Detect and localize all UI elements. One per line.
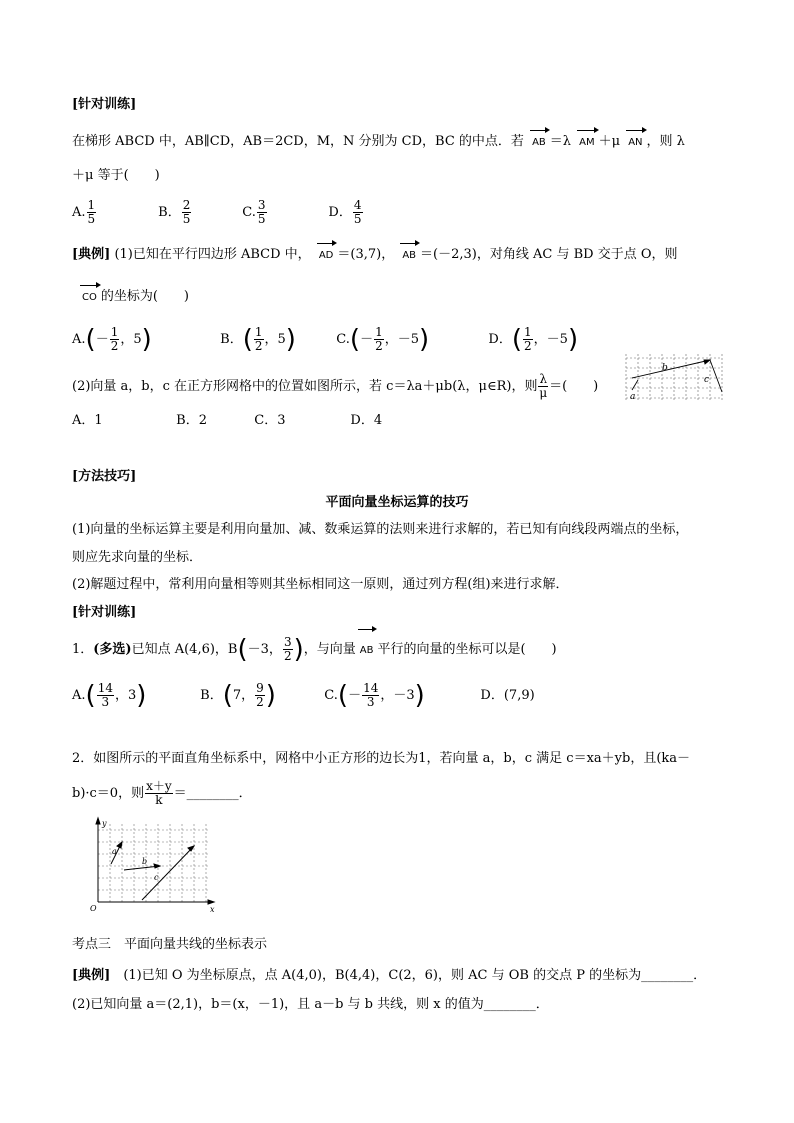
q-text: (2)向量 a，b，c 在正方形网格中的位置如图所示，若 c＝λa＋μb(λ，μ∈R)，则	[72, 379, 538, 394]
option-d: D．( $\frac{1}{2}$ ，－5)	[488, 324, 579, 355]
fig-label-a: a	[630, 392, 636, 402]
example-1-q2: (2)向量 a，b，c 在正方形网格中的位置如图所示，若 c＝λa＋μb(λ，μ∈R)，则 $\frac{\lambda}{\mu}$ ＝( )	[72, 372, 599, 400]
y-axis-arrow-icon	[96, 818, 100, 824]
q-text: b)·c＝0，则	[72, 786, 145, 801]
q-text: ＝λ	[549, 134, 572, 149]
fig-label-a: a	[112, 847, 117, 856]
topic-3-q2: (2)已知向量 a＝(2,1)，b＝(x，－1)，且 a－b 与 b 共线，则 x 的值为________．	[72, 997, 549, 1012]
question-2-line1: 2．如图所示的平面直角坐标系中，网格中小正方形的边长为1，若向量 a，b，c 满足 c＝xa＋yb，且(ka－	[72, 751, 691, 766]
topic-3-q1	[72, 967, 706, 985]
question-trapezoid-line2: ＋μ 等于( )	[72, 168, 160, 183]
arrowhead-icon	[117, 842, 122, 848]
options-question-1	[72, 678, 535, 714]
option-c: C.(－ $\frac{1}{2}$ ，－5)	[336, 324, 430, 355]
fig-label-b: b	[662, 363, 668, 373]
q-text: 的坐标为( )	[100, 289, 190, 304]
question-1: 1．(多选)已知点 A(4,6)，B(－3， $\frac{3}{2}$ )，与向量 AB 平行的向量的坐标可以是( )	[72, 632, 557, 668]
topic-3-title: 考点三 平面向量共线的坐标表示	[72, 937, 268, 952]
vector-ab: AB	[400, 247, 418, 265]
fig-label-b: b	[142, 857, 148, 866]
option-c: C.(－ $\frac{14}{3}$ ，－3)	[324, 680, 425, 711]
q-text: 已知点 A(4,6)，B	[131, 642, 238, 657]
fig-label-c: c	[704, 375, 710, 385]
method-paragraph-1a: (1)向量的坐标运算主要是利用向量加、减、数乘运算的法则来进行求解的，若已知有向线段两端点的坐标，	[72, 522, 689, 537]
question-2-line2: b)·c＝0，则 $\frac{x+y}{k}$ ＝________．	[72, 779, 252, 807]
question-tag: (多选)	[93, 642, 132, 657]
method-paragraph-1b: 则应先求向量的坐标．	[72, 550, 203, 565]
option-d: D．(7,9)	[480, 688, 535, 703]
arrowhead-icon	[704, 360, 710, 364]
grid-lines	[98, 824, 208, 902]
q-text: ＝(－2,3)，对角线 AC 与 BD 交于点 O，则	[420, 247, 678, 262]
section-heading-method: [方法技巧]	[72, 469, 137, 484]
vector-ab: AB	[358, 633, 376, 669]
option-b: B．2	[176, 413, 207, 428]
options-example-1	[72, 323, 578, 357]
q-text: ，则 λ	[646, 134, 685, 149]
vector-co: CO	[80, 289, 99, 307]
coordinate-grid-figure	[78, 816, 220, 918]
option-a: A.( $\frac{14}{3}$ ，3)	[72, 680, 147, 711]
q-text: (1)已知 O 为坐标原点，点 A(4,0)，B(4,4)，C(2，6)，则 AC 与 OB 的交点 P 的坐标为________．	[123, 968, 707, 983]
option-b: B．( $\frac{1}{2}$ ，5)	[220, 324, 296, 355]
q-text: (1)已知在平行四边形 ABCD 中，	[114, 247, 311, 262]
option-b: B． $\frac{2}{5}$	[158, 198, 191, 226]
method-title: 平面向量坐标运算的技巧	[325, 495, 469, 510]
fig-label-c: c	[154, 873, 159, 882]
vector-grid-figure	[622, 352, 726, 404]
example-label: [典例]	[72, 968, 111, 983]
fig-label-y: y	[102, 819, 107, 828]
options-example-1-q2	[72, 412, 382, 430]
option-a: A. $\frac{1}{5}$	[72, 198, 96, 226]
option-d: D． $\frac{4}{5}$	[328, 198, 362, 226]
example-label: [典例]	[72, 247, 111, 262]
vector-c-arrow	[142, 846, 194, 900]
example-1-line1	[72, 246, 678, 265]
example-1-line2	[78, 288, 189, 307]
q-text: ＝( )	[549, 379, 599, 394]
arrowhead-icon	[154, 864, 160, 868]
q-text: ＋μ	[598, 134, 621, 149]
arrowhead-icon	[188, 846, 194, 851]
vector-am: AM	[577, 134, 596, 152]
question-number: 1．	[72, 642, 94, 657]
fig-label-x: x	[210, 905, 215, 914]
q-text: 在梯形 ABCD 中，AB∥CD，AB＝2CD，M，N 分别为 CD，BC 的中点．若	[72, 134, 524, 149]
x-axis-arrow-icon	[208, 900, 214, 904]
option-a: A．1	[72, 413, 103, 428]
vector-an: AN	[626, 134, 644, 152]
fig-label-origin: O	[90, 904, 97, 913]
question-trapezoid-line1	[72, 133, 685, 152]
q-text: ，与向量	[303, 642, 356, 657]
option-b: B．(7， $\frac{9}{2}$ )	[200, 680, 276, 711]
vector-c-arrow	[710, 360, 722, 392]
option-a: A.(－ $\frac{1}{2}$ ，5)	[72, 324, 152, 355]
option-c: C. $\frac{3}{5}$	[242, 198, 266, 226]
option-c: C．3	[254, 413, 286, 428]
q-text: ＝________．	[173, 786, 252, 801]
vector-ab: AB	[530, 134, 548, 152]
vector-a-arrow	[632, 380, 638, 390]
section-heading-training-2: [针对训练]	[72, 605, 137, 620]
q-text: 平行的向量的坐标可以是( )	[377, 642, 557, 657]
q-text: ＝(3,7)，	[337, 247, 395, 262]
section-heading-training-1: [针对训练]	[72, 97, 137, 112]
options-trapezoid	[72, 196, 364, 230]
method-paragraph-2: (2)解题过程中，常利用向量相等则其坐标相同这一原则，通过列方程(组)来进行求解．	[72, 577, 569, 592]
vector-ad: AD	[317, 247, 336, 265]
option-d: D．4	[350, 413, 383, 428]
